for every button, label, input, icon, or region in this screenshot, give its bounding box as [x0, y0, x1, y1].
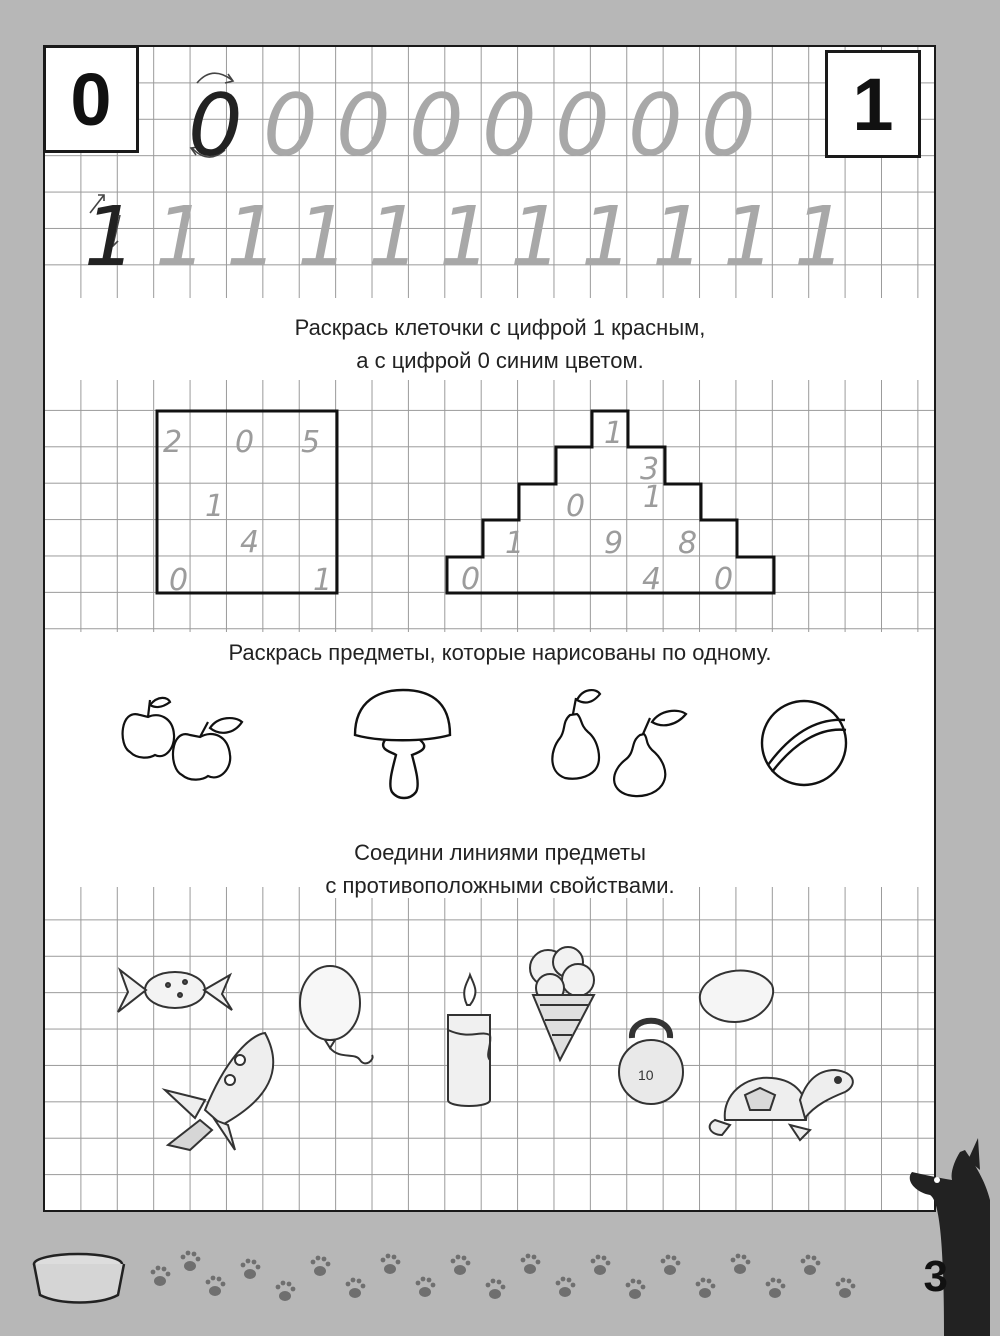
zero-trace: 0: [263, 76, 318, 176]
digit-zero-label: 0: [70, 57, 112, 141]
paw-icon: [521, 1254, 541, 1274]
square-number: 2: [163, 425, 183, 460]
one-trace: 1: [581, 190, 634, 285]
paw-icon: [696, 1278, 716, 1298]
zero-trace: 0: [701, 76, 756, 176]
zero-trace: 0: [336, 76, 391, 176]
square-number: 0: [169, 563, 189, 598]
square-number: 5: [301, 425, 321, 460]
zero-sample: 0: [188, 76, 243, 176]
zero-trace: 0: [628, 76, 683, 176]
task1-line2-text: а с цифрой 0 синим цветом.: [352, 348, 647, 373]
one-trace: 1: [226, 190, 279, 285]
one-trace: 1: [439, 190, 492, 285]
pyramid-number: 0: [714, 562, 734, 597]
task1-line1-text: Раскрась клеточки с цифрой 1 красным,: [291, 315, 710, 340]
paw-icon: [556, 1277, 576, 1297]
square-number: 0: [235, 425, 255, 460]
paw-icon: [311, 1256, 331, 1276]
paw-icon: [591, 1255, 611, 1275]
task3-line2-text: с противоположными свойствами.: [321, 873, 678, 898]
one-trace: 1: [794, 190, 847, 285]
kettlebell-label: 10: [638, 1067, 654, 1083]
page-number: 3: [923, 1252, 948, 1301]
pyramid-number: 9: [604, 526, 624, 561]
pyramid-number: 3: [640, 452, 660, 487]
paw-icon: [276, 1281, 296, 1301]
paw-icon: [206, 1276, 226, 1296]
zero-trace: 0: [482, 76, 537, 176]
task2-line1-text: Раскрась предметы, которые нарисованы по одному.: [224, 640, 775, 665]
paw-icon: [731, 1254, 751, 1274]
pyramid-number: 1: [643, 480, 663, 515]
one-trace: 1: [652, 190, 705, 285]
zero-trace: 0: [555, 76, 610, 176]
pyramid-number: 1: [505, 526, 525, 561]
pyramid-number: 1: [604, 416, 624, 451]
paw-icon: [346, 1278, 366, 1298]
paw-icon: [416, 1277, 436, 1297]
one-trace: 1: [510, 190, 563, 285]
one-trace: 1: [723, 190, 776, 285]
one-sample: 1: [84, 190, 137, 285]
paw-icon: [486, 1279, 506, 1299]
square-number: 4: [240, 525, 260, 560]
one-trace: 1: [155, 190, 208, 285]
zero-trace: 0: [409, 76, 464, 176]
paw-icon: [241, 1259, 261, 1279]
pyramid-number: 4: [642, 562, 662, 597]
paw-icon: [381, 1254, 401, 1274]
pyramid-number: 0: [566, 489, 586, 524]
paw-icon: [836, 1278, 856, 1298]
one-trace: 1: [297, 190, 350, 285]
paw-icon: [181, 1251, 201, 1271]
pyramid-number: 0: [461, 562, 481, 597]
paw-icon: [766, 1278, 786, 1298]
paw-icon: [661, 1255, 681, 1275]
square-number: 1: [313, 563, 333, 598]
paw-icon: [451, 1255, 471, 1275]
one-trace: 1: [368, 190, 421, 285]
paw-icon: [626, 1279, 646, 1299]
paw-icon: [151, 1266, 171, 1286]
digit-one-label: 1: [852, 62, 894, 146]
task3-line1-text: Соедини линиями предметы: [350, 840, 650, 865]
pyramid-number: 8: [678, 526, 698, 561]
square-number: 1: [205, 489, 225, 524]
paw-icon: [801, 1255, 821, 1275]
